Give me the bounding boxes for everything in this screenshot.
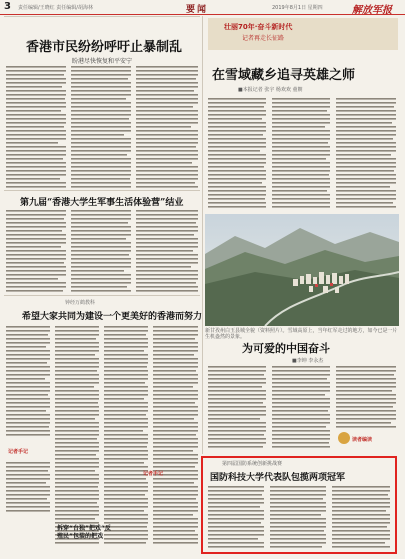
camp-headline: 第九届“香港大学生军事生活体验营”结业 [20,198,184,208]
town-landscape-photo [205,214,399,326]
snow-body-text [206,98,398,210]
camp-body-text [4,210,200,294]
hope-body-text [4,326,200,548]
date-line: 2019年8月1日 星期四 [272,5,323,11]
reader-badge-icon [338,432,350,444]
banner-subtitle: 记者再走长征路 [242,35,285,42]
hope-headline: 希望大家共同为建设一个更美好的香港而努力 [22,312,203,322]
nudt-body-text [206,486,392,550]
banner-title: 壮丽70年·奋斗新时代 [224,23,293,31]
comment-tag: 记者手记 [8,449,29,455]
rule [4,295,200,296]
comment-tag: 记者手记 [143,471,164,477]
hk-headline: 香港市民纷纷呼吁止暴制乱 [26,40,183,55]
photo-caption: 新甘孜州白玉县城全貌（资料照片）。雪域高原上，当年红军走过的地方，如今已是一片生机盎然的景象。 [205,328,398,340]
fight-headline: 为可爱的中国奋斗 [242,342,330,355]
editor-line: 责任编辑/王晓红 责任编辑/胡海林 [18,5,93,11]
taiwan-headline: 拆穿“台独”把戏“反殖民”包装的把戏 [57,525,111,540]
section-name: 要闻 [186,5,209,15]
reader-tag: 读者编读 [352,437,373,443]
nudt-kicker: 第四届国防系统创新挑战赛 [222,461,283,467]
nudt-headline: 国防科技大学代表队包揽两项冠军 [210,473,346,483]
column-divider [202,16,203,454]
snow-headline: 在雪域藏乡追寻英雄之师 [212,68,356,83]
page-number: 3 [4,1,11,12]
masthead-logo: 解放军报 [352,5,392,16]
hk-subhead: 盼港尽快恢复和平安宁 [72,58,133,65]
rule [4,190,200,191]
hk-body-text [4,66,200,190]
hope-kicker: 钟经万鹤教科 [65,300,96,306]
snow-byline: ■本报记者 张宇 杨欢欢 童朝 [238,87,303,93]
fight-byline: ■李坤 李永杰 [292,358,324,364]
left-top-rule [4,16,200,17]
